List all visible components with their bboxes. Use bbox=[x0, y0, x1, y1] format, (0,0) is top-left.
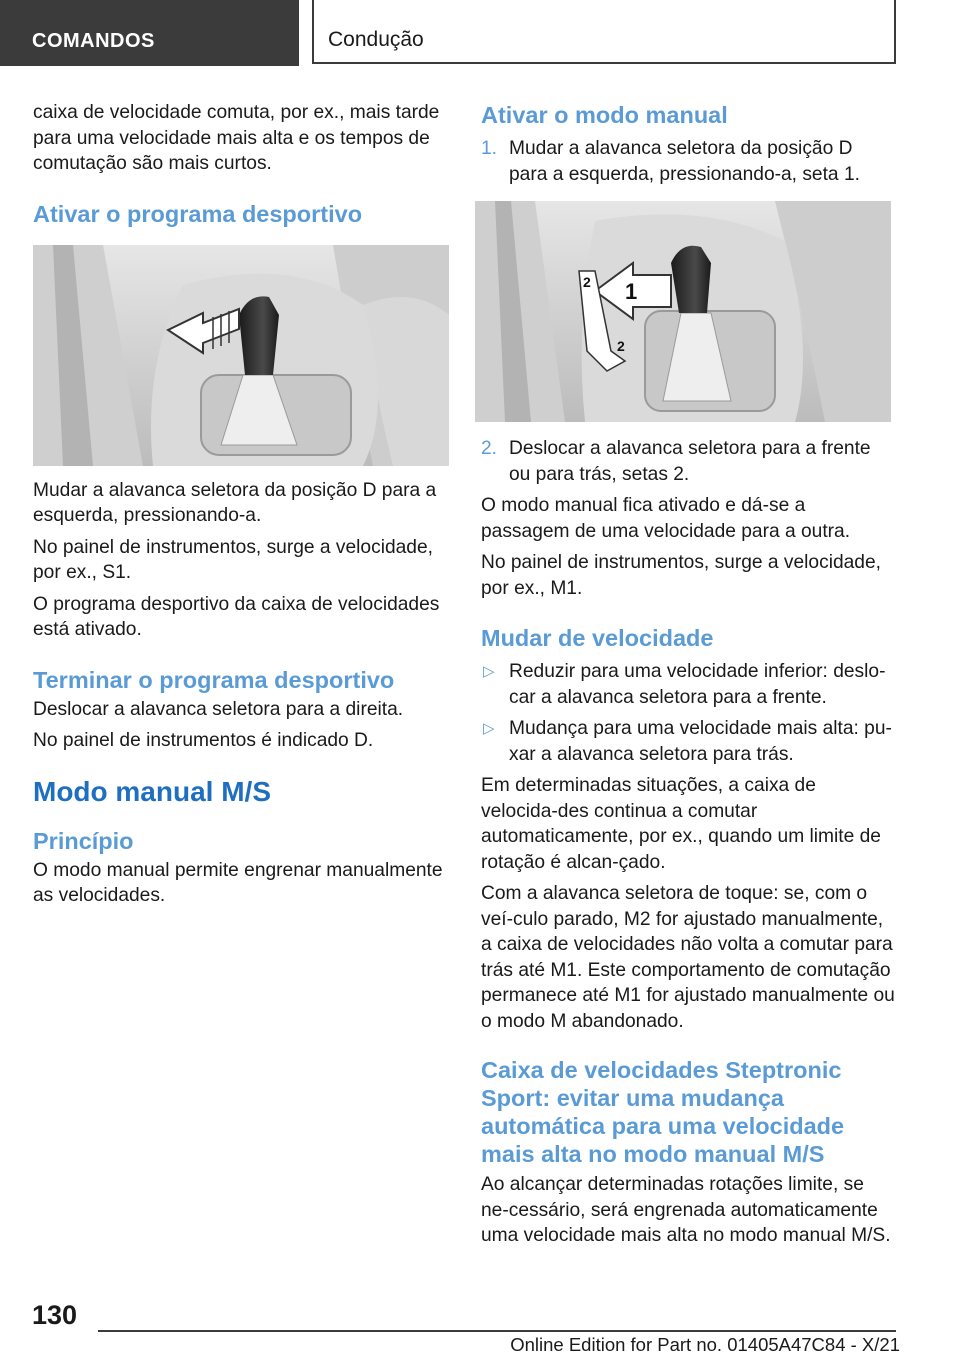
sport-off-text-1: Deslocar a alavanca seletora para a direita. bbox=[33, 698, 404, 720]
left-column bbox=[33, 100, 449, 915]
activate-steps-list-2 bbox=[481, 436, 895, 487]
step-number: 1. bbox=[481, 138, 498, 159]
footer-divider bbox=[98, 1330, 896, 1332]
touch-lever-text: Com a alavanca seletora de toque: se, com o veí-culo parado, M2 for ajustado manualmente, a caixa de velocidades não volta a comutar para trás até M1. Este comportamento de comutação permanece até M1 for ajustado manualmente ou o modo M abandonado. bbox=[481, 883, 895, 1032]
step-item bbox=[481, 136, 895, 187]
steptronic-text: Ao alcançar determinadas rotações limite, se ne-cessário, será engrenada automaticamente uma velocidade mais alta no modo manual M/S. bbox=[481, 1174, 891, 1246]
page-number: 130 bbox=[32, 1300, 78, 1330]
page-header bbox=[0, 0, 960, 66]
heading-sport-program-off: Terminar o programa desportivo bbox=[33, 666, 395, 693]
gear-lever-sport-illustration bbox=[33, 245, 449, 466]
chapter-title: Condução bbox=[312, 0, 896, 64]
heading-change-gear: Mudar de velocidade bbox=[481, 625, 714, 651]
edition-note: Online Edition for Part no. 01405A47C84 - X/21 bbox=[510, 1334, 900, 1355]
list-item-text: Reduzir para uma velocidade inferior: deslo-car a alavanca seletora para a frente. bbox=[509, 661, 886, 708]
auto-shift-text: Em determinadas situações, a caixa de velocida-des continua a comutar automaticamente, por ex., quando um limite de rotação é alcan-çado. bbox=[481, 775, 881, 873]
step-item bbox=[481, 436, 895, 487]
sport-on-text-1: Mudar a alavanca seletora da posição D para a esquerda, pressionando-a. bbox=[33, 479, 437, 526]
triangle-right-icon: ▷ bbox=[483, 663, 495, 680]
step-text: Mudar a alavanca seletora da posição D para a esquerda, pressionando-a, seta 1. bbox=[509, 138, 860, 185]
activate-steps-list bbox=[481, 136, 895, 187]
section-tab: COMANDOS bbox=[0, 0, 299, 66]
gear-lever-manual-image bbox=[475, 201, 891, 422]
list-item bbox=[481, 716, 895, 767]
sport-on-text-3: O programa desportivo da caixa de velocidades está ativado. bbox=[33, 593, 440, 640]
heading-manual-mode: Modo manual M/S bbox=[33, 775, 271, 807]
heading-activate-manual: Ativar o modo manual bbox=[481, 102, 728, 128]
triangle-right-icon: ▷ bbox=[483, 720, 495, 737]
right-column bbox=[481, 100, 895, 1255]
manual-active-text: O modo manual fica ativado e dá-se a passagem de uma velocidade para a outra. bbox=[481, 495, 851, 542]
sport-off-text-2: No painel de instrumentos é indicado D. bbox=[33, 730, 374, 751]
list-item-text: Mudança para uma velocidade mais alta: pu-xar a alavanca seletora para trás. bbox=[509, 718, 892, 765]
step-number: 2. bbox=[481, 438, 498, 459]
arrow-2-label-bottom: 2 bbox=[617, 338, 625, 354]
arrow-1-label: 1 bbox=[625, 279, 638, 304]
heading-principle: Princípio bbox=[33, 827, 134, 854]
step-text: Deslocar a alavanca seletora para a frente ou para trás, setas 2. bbox=[509, 438, 871, 485]
gear-lever-manual-illustration bbox=[475, 201, 891, 422]
shift-list bbox=[481, 659, 895, 767]
list-item bbox=[481, 659, 895, 710]
manual-gear-display-text: No painel de instrumentos, surge a velocidade, por ex., M1. bbox=[481, 552, 881, 599]
gear-lever-sport-image bbox=[33, 245, 449, 466]
intro-paragraph: caixa de velocidade comuta, por ex., mais tarde para uma velocidade mais alta e os tempos de comutação são mais curtos. bbox=[33, 102, 440, 174]
sport-on-text-2: No painel de instrumentos, surge a velocidade, por ex., S1. bbox=[33, 536, 433, 583]
principle-text: O modo manual permite engrenar manualmente as velocidades. bbox=[33, 859, 443, 906]
heading-sport-program-on: Ativar o programa desportivo bbox=[33, 200, 363, 227]
arrow-2-label-top: 2 bbox=[583, 274, 591, 290]
heading-steptronic-sport: Caixa de velocidades Steptronic Sport: evitar uma mudança automática para uma velocidade mais alta no modo manual M/S bbox=[481, 1057, 845, 1167]
